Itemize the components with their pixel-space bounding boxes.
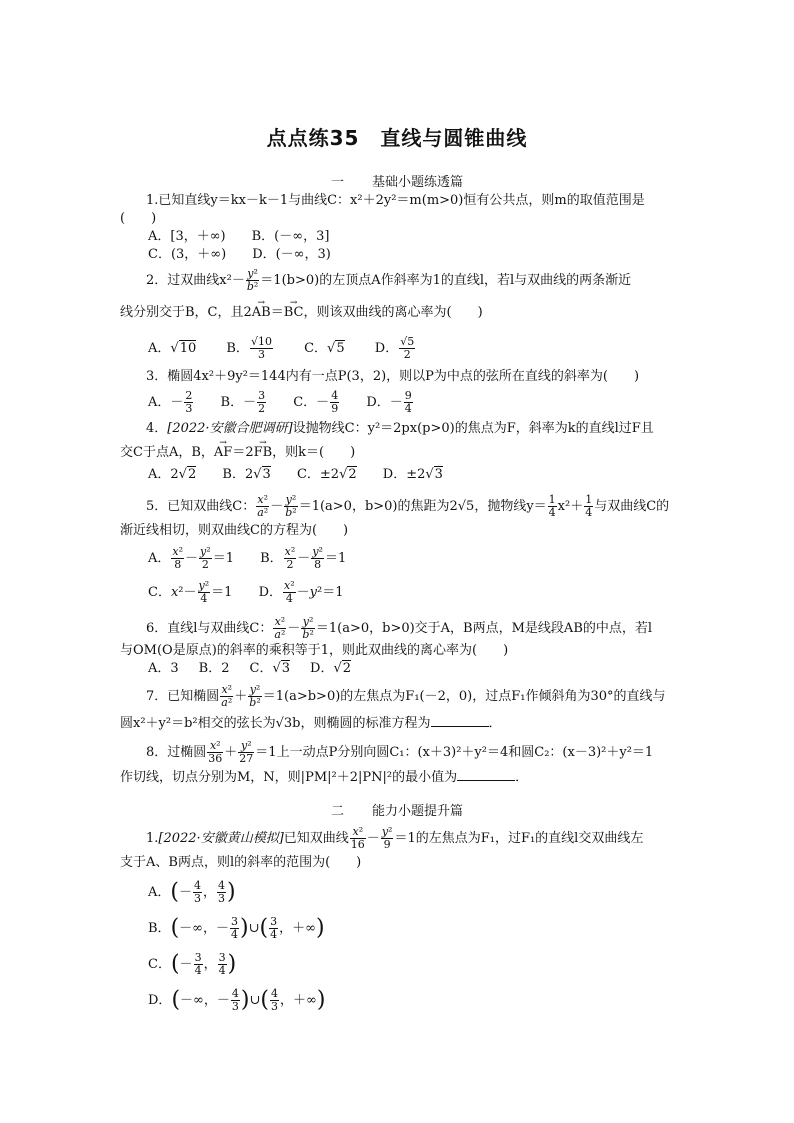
question-8-stem-line1: 8．过椭圆 $\frac{\text{x²}}{36}$ ＋ $\frac{\text{y²}}{27}$ ＝1上一动点P分别向圆C₁：(x＋3)²＋y²＝4和圆C₂：(x－3)²＋y²＝1 (146, 739, 654, 765)
advanced-question-1-stem-line1: 1.[2022·安徽黄山模拟]已知双曲线 $\frac{\text{x²}}{16}$ － $\frac{\text{y²}}{9}$ ＝1的左焦点为F₁，过F₁的直线l交双曲线左 (146, 825, 644, 851)
question-7-stem-line1: 7．已知椭圆 $\frac{\text{x²}}{\text{a²}}$ ＋ $\frac{\text{y²}}{\text{b²}}$ ＝1(a>b>0)的左焦点为F₁(－2，0)，过点F₁作倾斜角为30°的直线与 (146, 683, 666, 709)
question-2-options: A．√10 B． $\frac{√10}{3}$ C．√5 D． $\frac{√5}{2}$ (148, 335, 415, 361)
vector-ab: → AB (252, 304, 271, 322)
question-5-stem-line2: 渐近线相切，则双曲线C的方程为( ) (120, 523, 349, 538)
section-heading-advanced: 二 能力小题提升篇 (330, 804, 464, 819)
question-5-stem-line1: 5．已知双曲线C： $\frac{\text{x²}}{\text{a²}}$ － $\frac{\text{y²}}{\text{b²}}$ ＝1(a>0，b>0)的焦距为2√5，抛物线y＝ $\frac{1}{4}$ x²＋ $\frac{1}{4}$ 与双曲线C的 (146, 493, 670, 519)
answer-blank[interactable] (457, 768, 515, 781)
question-5-options-row1: A． $\frac{\text{x²}}{8}$ － $\frac{\text{y²}}{2}$ ＝1 B． $\frac{\text{x²}}{2}$ － $\frac{\text{y²}}{8}$ ＝1 (148, 545, 347, 571)
vector-bc: → BC (284, 304, 304, 322)
advanced-question-1-stem-line2: 支于A、B两点，则l的斜率的范围为( ) (120, 855, 362, 870)
question-2-stem-line2: 线分别交于B，C，且2→ AB＝→ BC，则该双曲线的离心率为( ) (120, 304, 483, 322)
question-3-options: A．－ $\frac{2}{3}$ B．－ $\frac{3}{2}$ C．－ $\frac{4}{9}$ D．－ $\frac{9}{4}$ (148, 389, 412, 415)
question-8-stem-line2: 作切线，切点分别为M，N，则|PM|²＋2|PN|²的最小值为 ． (120, 770, 529, 785)
question-2-stem-line1: 2．过双曲线x²－ $\frac{\text{y²}}{\text{b²}}$ ＝1(b>0)的左顶点A作斜率为1的直线l，若l与双曲线的两条渐近 (146, 267, 632, 293)
advanced-question-1-option-d: D．(－∞，－ $\frac{4}{3}$ )∪( $\frac{4}{3}$ ，＋∞) (148, 987, 326, 1013)
advanced-question-1-option-b: B．(－∞，－ $\frac{3}{4}$ )∪( $\frac{3}{4}$ ，＋∞) (148, 915, 325, 941)
question-6-stem-line2: 与OM(O是原点)的斜率的乘积等于1，则此双曲线的离心率为( ) (120, 643, 509, 658)
page-title: 点点练35 直线与圆锥曲线 (266, 126, 528, 150)
advanced-question-1-option-c: C．(－ $\frac{3}{4}$ ， $\frac{3}{4}$ ) (148, 951, 237, 977)
question-4-stem-line1: 4．[2022·安徽合肥调研]设抛物线C：y²＝2px(p>0)的焦点为F，斜率为k的直线l过F且 (146, 421, 654, 436)
answer-blank[interactable] (431, 714, 489, 727)
question-1-stem: 1.已知直线y＝kx－k－1与曲线C：x²＋2y²＝m(m>0)恒有公共点，则m的取值范围是 (146, 193, 645, 208)
advanced-question-1-option-a: A．(－ $\frac{4}{3}$ ， $\frac{4}{3}$ ) (148, 879, 236, 905)
question-7-stem-line2: 圆x²＋y²＝b²相交的弦长为√3b，则椭圆的标准方程为 ． (120, 716, 502, 731)
question-6-options: A．3 B．2 C．√3 D．√2 (148, 661, 352, 676)
question-6-stem-line1: 6．直线l与双曲线C： $\frac{\text{x²}}{\text{a²}}$ － $\frac{\text{y²}}{\text{b²}}$ ＝1(a>0，b>0)交于A，B两点，M是线段AB的中点，若l (146, 615, 653, 641)
question-3-stem: 3．椭圆4x²＋9y²＝144内有一点P(3，2)，则以P为中点的弦所在直线的斜率为( ) (146, 369, 640, 384)
section-heading-basic: 一 基础小题练透篇 (330, 175, 464, 190)
question-4-options: A．2√2 B．2√3 C．±2√2 D．±2√3 (148, 467, 443, 482)
question-5-options-row2: C．x²－ $\frac{\text{y²}}{4}$ ＝1 D． $\frac{\text{x²}}{4}$ －y²＝1 (148, 579, 344, 605)
question-1-options-row1: A．[3，＋∞) B．(－∞，3] (148, 229, 330, 244)
question-1-paren: ( ) (120, 211, 157, 226)
fraction: $\frac{\text{y²}}{\text{b²}}$ (246, 267, 259, 293)
question-1-options-row2: C．(3，＋∞) D．(－∞，3) (148, 247, 331, 262)
question-4-stem-line2: 交C于点A，B，→ AF＝2→ FB，则k＝( ) (120, 444, 355, 462)
